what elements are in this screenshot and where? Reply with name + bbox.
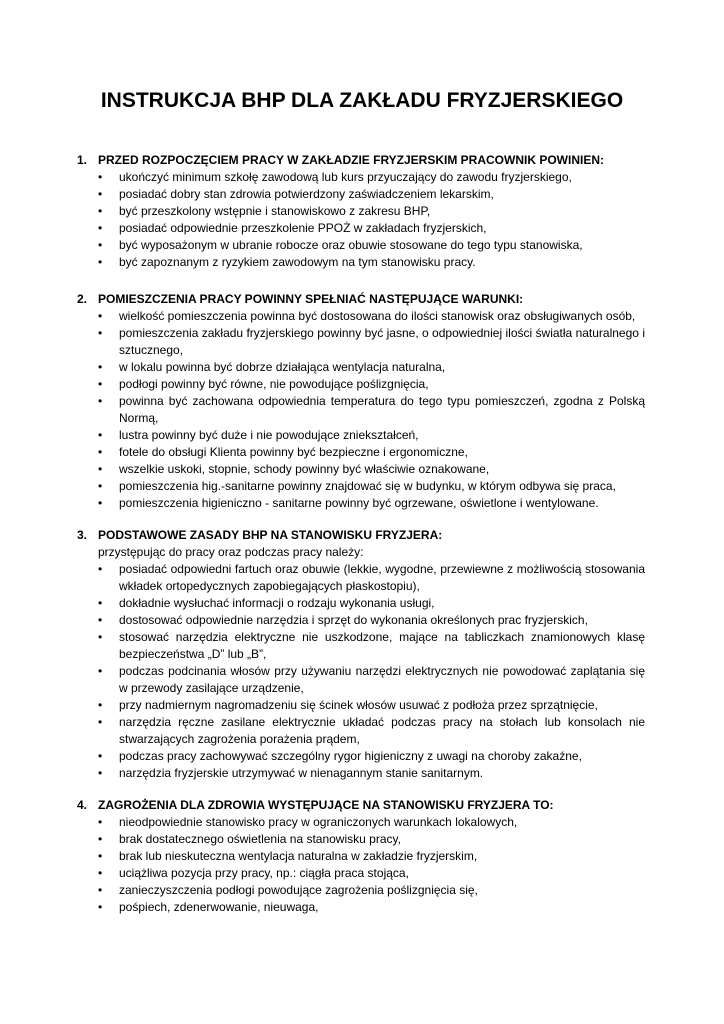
bullet-icon: • xyxy=(98,360,103,374)
list-item xyxy=(77,663,645,697)
list-item xyxy=(77,376,645,393)
section-heading-text: PRZED ROZPOCZĘCIEM PRACY W ZAKŁADZIE FRYZJERSKIM PRACOWNIK POWINIEN: xyxy=(98,153,605,167)
bullet-icon: • xyxy=(98,749,103,763)
bullet-icon: • xyxy=(98,445,103,459)
list-item xyxy=(77,595,645,612)
list-item-text: podczas pracy zachowywać szczególny rygor higieniczny z uwagi na choroby zakaźne, xyxy=(119,749,582,763)
list-item xyxy=(77,495,645,512)
list-item-text: stosować narzędzia elektryczne nie uszkodzone, mające na tabliczkach znamionowych klasę bezpieczeństwa „D” lub „B”, xyxy=(119,630,645,661)
bullet-list xyxy=(77,169,645,271)
list-item xyxy=(77,714,645,748)
bullet-icon: • xyxy=(98,849,103,863)
bullet-icon: • xyxy=(98,715,103,729)
bullet-icon: • xyxy=(98,900,103,914)
list-item-text: pośpiech, zdenerwowanie, nieuwaga, xyxy=(119,900,319,914)
list-item-text: powinna być zachowana odpowiednia temperatura do tego typu pomieszczeń, zgodna z Polską Normą, xyxy=(119,394,645,425)
bullet-icon: • xyxy=(98,596,103,610)
bullet-icon: • xyxy=(98,238,103,252)
bullet-icon: • xyxy=(98,883,103,897)
section-number: 2. xyxy=(77,292,88,306)
list-item xyxy=(77,186,645,203)
list-item-text: pomieszczenia hig.-sanitarne powinny znajdować się w budynku, w którym odbywa się praca, xyxy=(119,479,616,493)
list-item-text: podłogi powinny być równe, nie powodujące poślizgnięcia, xyxy=(119,377,429,391)
section-intro: przystępując do pracy oraz podczas pracy należy: xyxy=(98,545,364,559)
bullet-icon: • xyxy=(98,630,103,644)
list-item xyxy=(77,831,645,848)
list-item-text: wszelkie uskoki, stopnie, schody powinny być właściwie oznakowane, xyxy=(119,462,490,476)
bullet-icon: • xyxy=(98,562,103,576)
list-item-text: być wyposażonym w ubranie robocze oraz obuwie stosowane do tego typu stanowiska, xyxy=(119,238,583,252)
bullet-list xyxy=(77,308,645,512)
list-item-text: posiadać odpowiedni fartuch oraz obuwie (lekkie, wygodne, przewiewne z możliwością stosowania wkładek ortopedycznych zapobiegających płaskostopiu), xyxy=(119,562,645,593)
list-item-text: w lokalu powinna być dobrze działająca wentylacja naturalna, xyxy=(119,360,446,374)
list-item xyxy=(77,814,645,831)
list-item-text: zanieczyszczenia podłogi powodujące zagrożenia poślizgnięcia się, xyxy=(119,883,478,897)
list-item-text: ukończyć minimum szkołę zawodową lub kurs przyuczający do zawodu fryzjerskiego, xyxy=(119,170,572,184)
list-item-text: narzędzia ręczne zasilane elektrycznie układać podczas pracy na stołach lub konsolach nie stwarzających zagrożenia porażenia prądem, xyxy=(119,715,645,746)
list-item-text: uciążliwa pozycja przy pracy, np.: ciągła praca stojąca, xyxy=(119,866,409,880)
list-item-text: być zapoznanym z ryzykiem zawodowym na tym stanowisku pracy. xyxy=(119,255,476,269)
bullet-icon: • xyxy=(98,204,103,218)
list-item-text: podczas podcinania włosów przy używaniu narzędzi elektrycznych nie powodować zaplątania się w przewody zasilające urządzenie, xyxy=(119,664,645,695)
bullet-icon: • xyxy=(98,815,103,829)
list-item xyxy=(77,561,645,595)
bullet-icon: • xyxy=(98,496,103,510)
section-heading-text: POMIESZCZENIA PRACY POWINNY SPEŁNIAĆ NASTĘPUJĄCE WARUNKI: xyxy=(98,292,524,306)
section-number: 1. xyxy=(77,153,88,167)
list-item-text: pomieszczenia zakładu fryzjerskiego powinny być jasne, o odpowiedniej ilości światła naturalnego i sztucznego, xyxy=(119,326,645,357)
bullet-icon: • xyxy=(98,698,103,712)
bullet-icon: • xyxy=(98,326,103,340)
list-item-text: dokładnie wysłuchać informacji o rodzaju wykonania usługi, xyxy=(119,596,435,610)
bullet-icon: • xyxy=(98,170,103,184)
list-item xyxy=(77,865,645,882)
list-item xyxy=(77,169,645,186)
list-item xyxy=(77,393,645,427)
list-item-text: pomieszczenia higieniczno - sanitarne powinny być ogrzewane, oświetlone i wentylowane. xyxy=(119,496,599,510)
list-item xyxy=(77,478,645,495)
list-item-text: przy nadmiernym nagromadzeniu się ścinek włosów usuwać z podłoża przez sprzątnięcie, xyxy=(119,698,598,712)
bullet-list xyxy=(77,561,645,782)
list-item-text: lustra powinny być duże i nie powodujące zniekształceń, xyxy=(119,428,419,442)
list-item-text: narzędzia fryzjerskie utrzymywać w nienagannym stanie sanitarnym. xyxy=(119,766,484,780)
bullet-icon: • xyxy=(98,866,103,880)
section-number: 3. xyxy=(77,528,88,542)
list-item xyxy=(77,254,645,271)
bullet-icon: • xyxy=(98,428,103,442)
document-title: INSTRUKCJA BHP DLA ZAKŁADU FRYZJERSKIEGO xyxy=(100,89,624,112)
section-heading xyxy=(77,527,645,544)
list-item-text: fotele do obsługi Klienta powinny być bezpieczne i ergonomiczne, xyxy=(119,445,468,459)
bullet-icon: • xyxy=(98,187,103,201)
bullet-icon: • xyxy=(98,832,103,846)
list-item xyxy=(77,461,645,478)
list-item-text: wielkość pomieszczenia powinna być dostosowana do ilości stanowisk oraz obsługiwanych osób, xyxy=(119,309,636,323)
list-item xyxy=(77,325,645,359)
section-heading xyxy=(77,291,645,308)
bullet-icon: • xyxy=(98,221,103,235)
list-item-text: posiadać odpowiednie przeszkolenie PPOŻ w zakładach fryzjerskich, xyxy=(119,221,487,235)
list-item-text: nieodpowiednie stanowisko pracy w ograniczonych warunkach lokalowych, xyxy=(119,815,518,829)
list-item xyxy=(77,359,645,376)
section-number: 4. xyxy=(77,798,88,812)
section-heading-text: ZAGROŻENIA DLA ZDROWIA WYSTĘPUJĄCE NA STANOWISKU FRYZJERA TO: xyxy=(98,798,554,812)
list-item xyxy=(77,899,645,916)
list-item xyxy=(77,765,645,782)
section-3 xyxy=(77,527,645,782)
bullet-icon: • xyxy=(98,479,103,493)
bullet-icon: • xyxy=(98,664,103,678)
list-item xyxy=(77,629,645,663)
list-item xyxy=(77,237,645,254)
bullet-icon: • xyxy=(98,613,103,627)
list-item xyxy=(77,308,645,325)
bullet-icon: • xyxy=(98,377,103,391)
bullet-icon: • xyxy=(98,309,103,323)
list-item-text: brak dostatecznego oświetlenia na stanowisku pracy, xyxy=(119,832,401,846)
section-4 xyxy=(77,797,645,916)
section-2 xyxy=(77,291,645,512)
section-heading xyxy=(77,152,645,169)
bullet-icon: • xyxy=(98,462,103,476)
list-item-text: brak lub nieskuteczna wentylacja naturalna w zakładzie fryzjerskim, xyxy=(119,849,478,863)
list-item-text: posiadać dobry stan zdrowia potwierdzony zaświadczeniem lekarskim, xyxy=(119,187,494,201)
list-item-text: dostosować odpowiednie narzędzia i sprzęt do wykonania określonych prac fryzjerskich, xyxy=(119,613,588,627)
list-item xyxy=(77,848,645,865)
list-item xyxy=(77,612,645,629)
list-item xyxy=(77,220,645,237)
list-item-text: być przeszkolony wstępnie i stanowiskowo z zakresu BHP, xyxy=(119,204,431,218)
list-item xyxy=(77,697,645,714)
section-heading-text: PODSTAWOWE ZASADY BHP NA STANOWISKU FRYZJERA: xyxy=(98,528,443,542)
section-1 xyxy=(77,152,645,271)
list-item xyxy=(77,882,645,899)
bullet-icon: • xyxy=(98,394,103,408)
section-heading xyxy=(77,797,645,814)
list-item xyxy=(77,427,645,444)
bullet-icon: • xyxy=(98,255,103,269)
list-item xyxy=(77,444,645,461)
bullet-icon: • xyxy=(98,766,103,780)
bullet-list xyxy=(77,814,645,916)
list-item xyxy=(77,748,645,765)
list-item xyxy=(77,203,645,220)
